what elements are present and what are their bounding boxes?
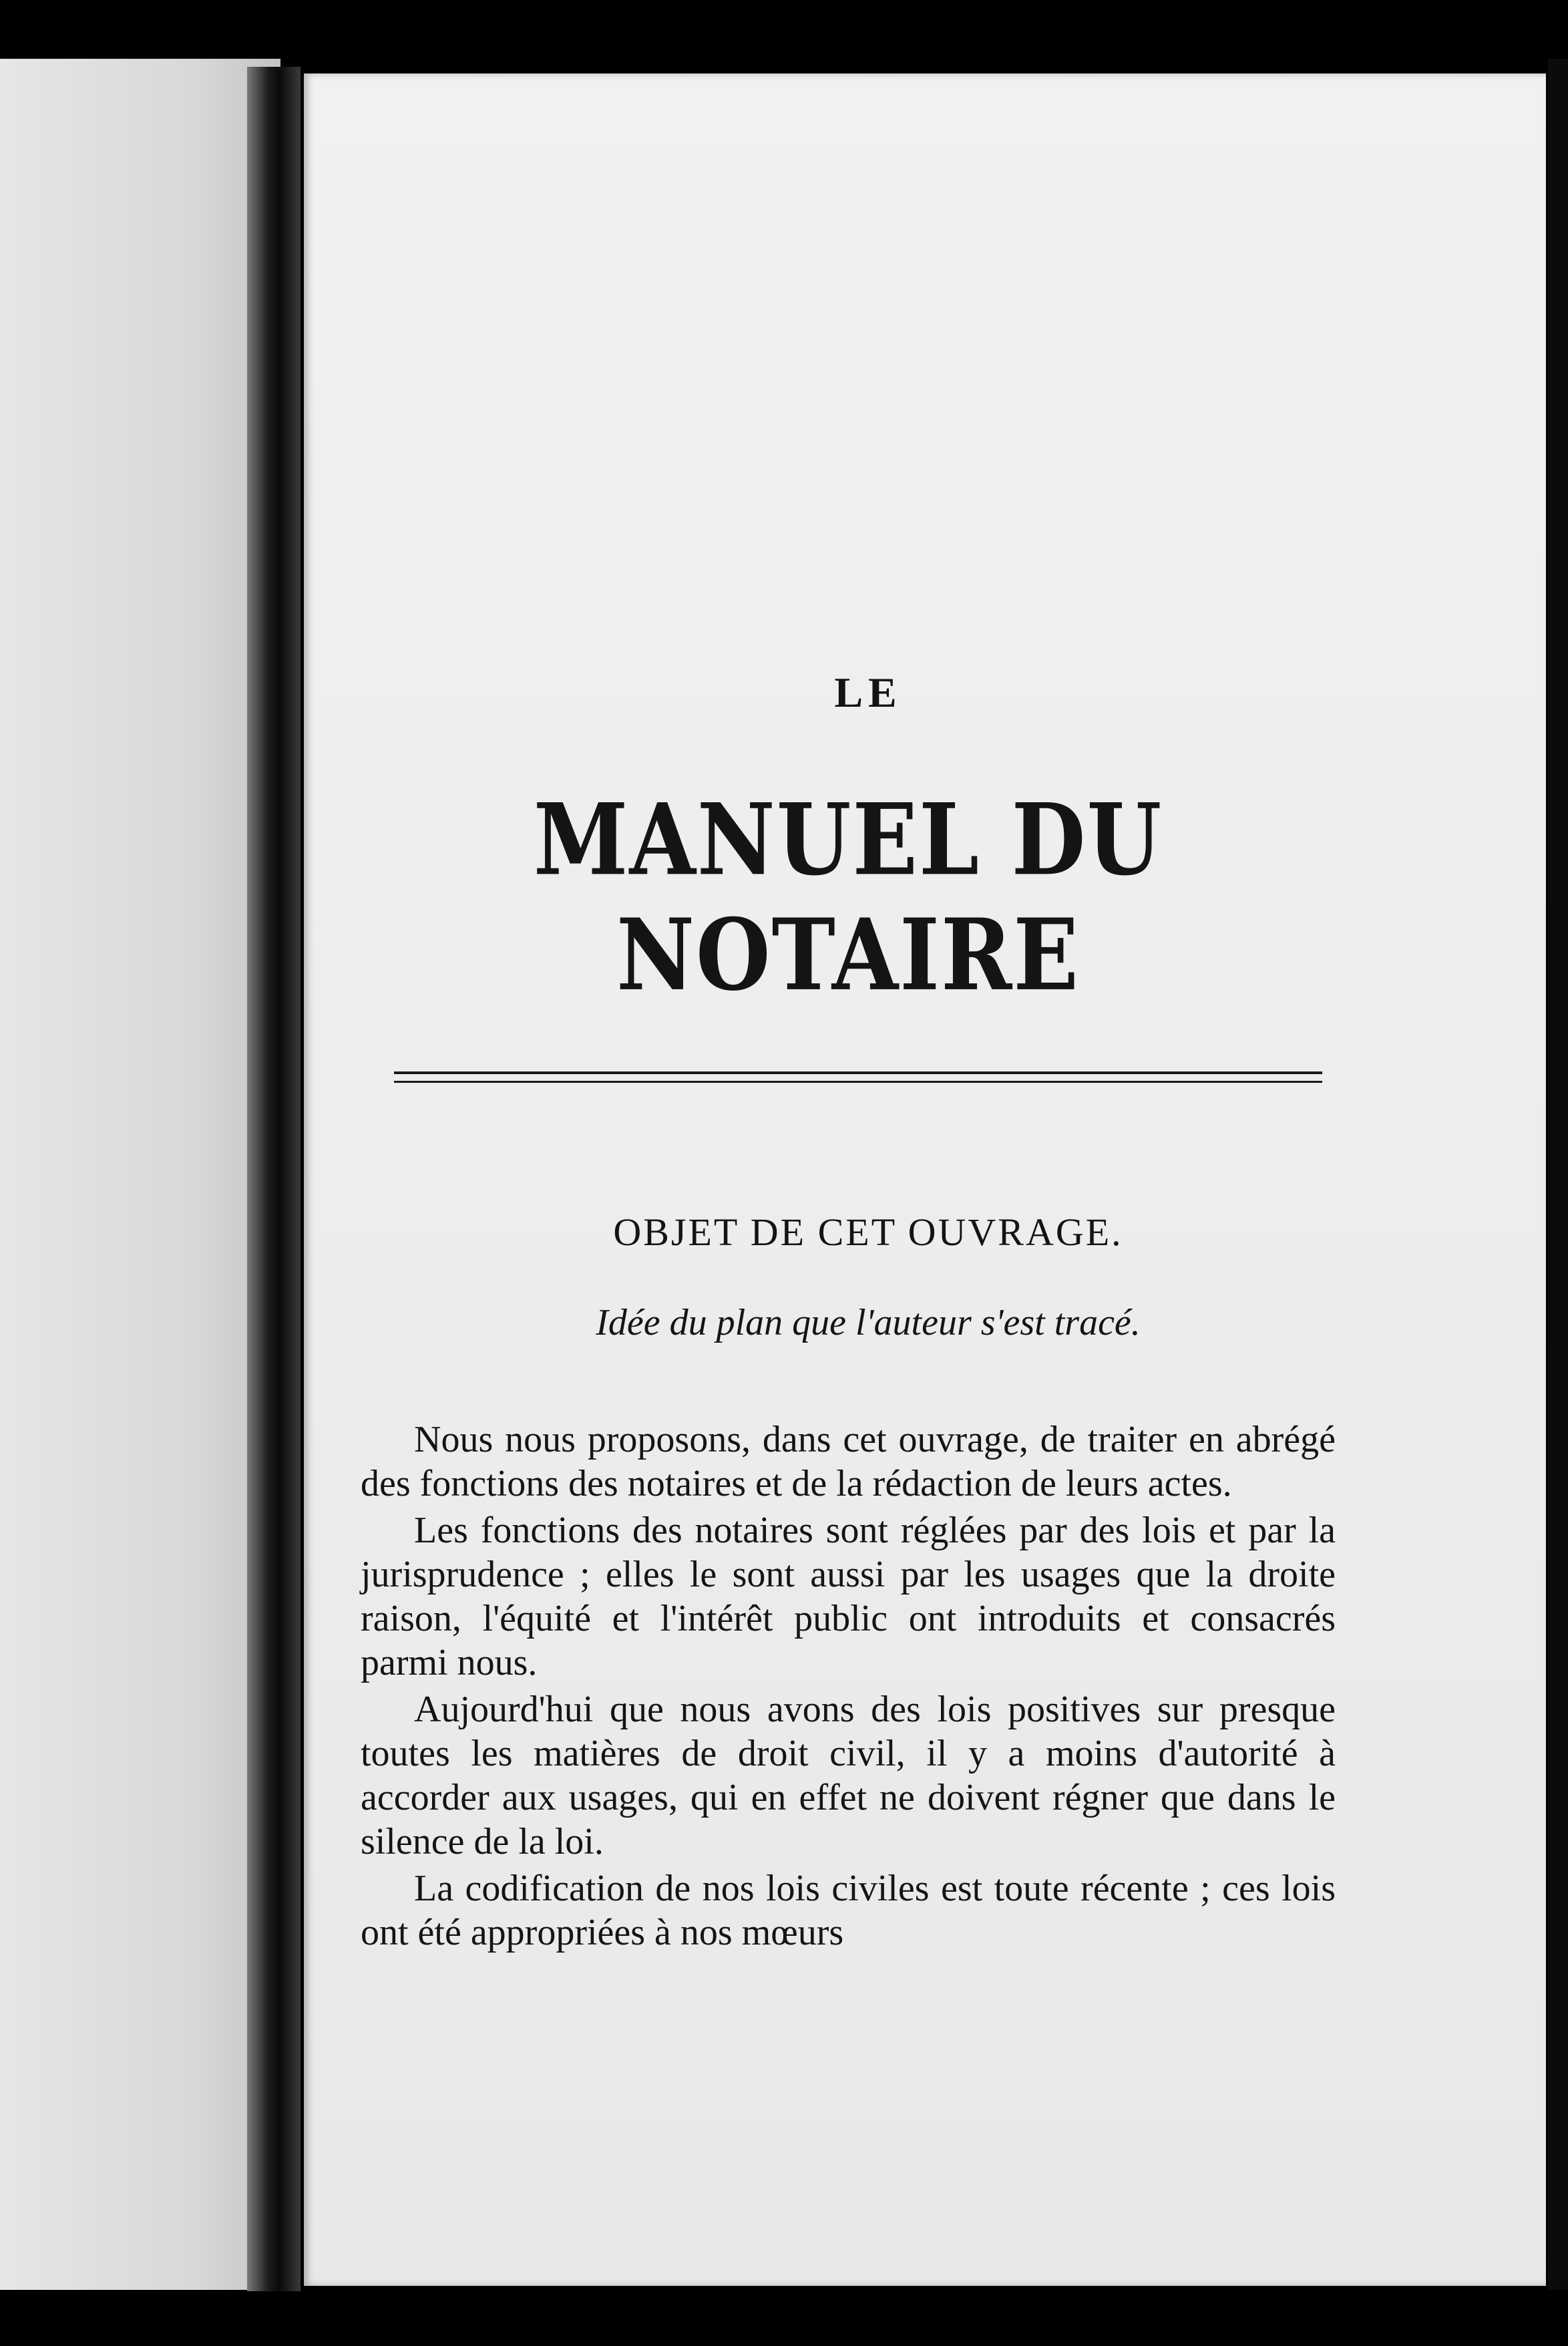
body-text <box>361 1417 1336 1955</box>
title-article: LE <box>834 669 902 716</box>
paragraph: Nous nous proposons, dans cet ouvrage, de traiter en abrégé des fonctions des notaires et de la rédaction de leurs actes. <box>361 1419 1336 1504</box>
paragraph: Les fonctions des notaires sont réglées par des lois et par la jurisprudence ; elles le sont aussi par les usages que la droite raison, l'équité et l'intérêt public ont introduits et consacrés parmi nous. <box>361 1510 1336 1683</box>
book-gutter <box>247 67 301 2298</box>
paragraph: La codification de nos lois civiles est toute récente ; ces lois ont été appropriées à nos mœurs <box>361 1868 1336 1953</box>
scan-right-border <box>1548 59 1568 2290</box>
book-title: MANUEL DU NOTAIRE <box>533 782 1163 1013</box>
page-content <box>361 668 1336 1955</box>
scan-bottom-border <box>0 2291 1568 2346</box>
rule-line-bottom <box>394 1081 1322 1083</box>
facing-page-left <box>0 59 280 2290</box>
section-subheading: Idée du plan que l'auteur s'est tracé. <box>596 1302 1141 1343</box>
paragraph: Aujourd'hui que nous avons des lois positives sur presque toutes les matières de droit civil, il y a moins d'autorité à accorder aux usages, qui en effet ne doivent régner que dans le silence de la loi. <box>361 1689 1336 1862</box>
double-rule-divider <box>394 1071 1322 1083</box>
scan-top-border <box>0 0 1568 59</box>
section-heading: OBJET DE CET OUVRAGE. <box>613 1210 1123 1254</box>
